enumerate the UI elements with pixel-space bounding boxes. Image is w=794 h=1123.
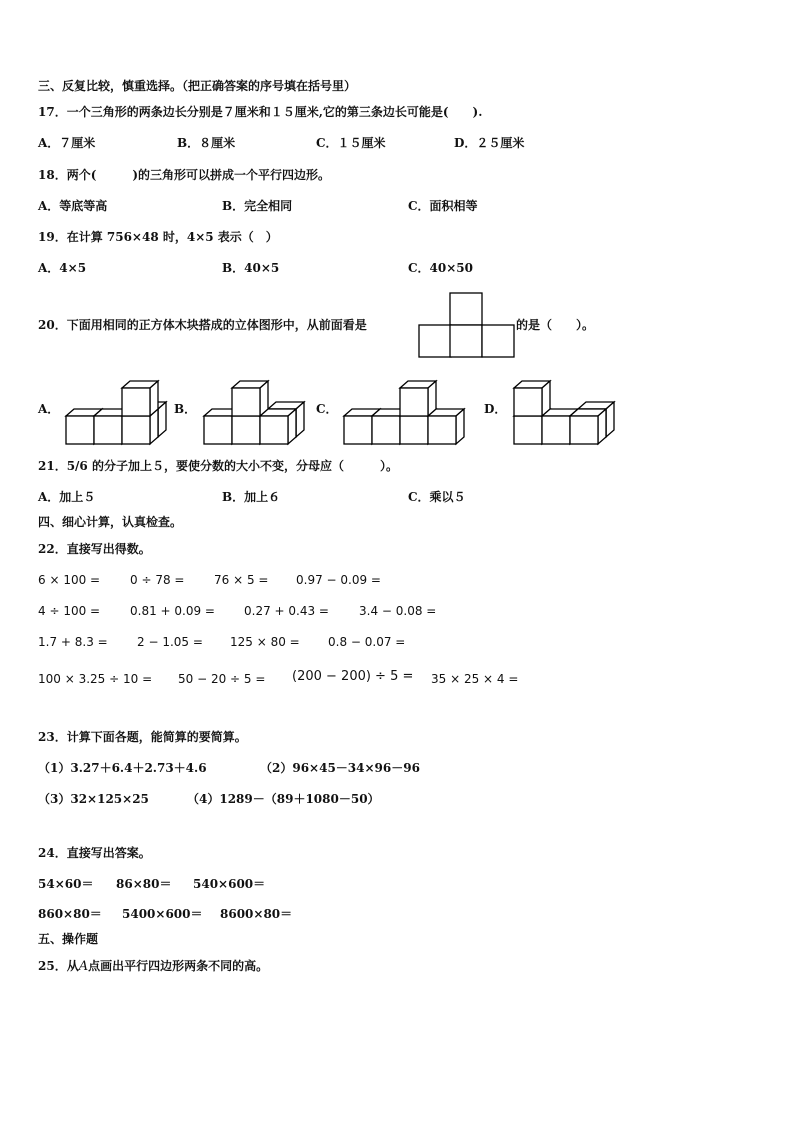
q17-option-b: B．８厘米: [177, 136, 236, 150]
cube-face: [514, 388, 542, 416]
cube-figure-b: [200, 366, 312, 448]
q18-option-a: A．等底等高: [38, 199, 108, 213]
q21-option-a: A．加上５: [38, 490, 96, 504]
cube-face: [260, 381, 268, 416]
q18-stem: 18．两个( )的三角形可以拼成一个平行四边形。: [38, 168, 331, 182]
cube-face: [122, 388, 150, 416]
cube-face: [372, 416, 400, 444]
cube-figure-d: [510, 366, 622, 448]
cube-face: [400, 388, 428, 416]
q25-stem: [38, 958, 268, 975]
q22-r3-c3: 125 × 80 =: [230, 635, 300, 649]
q22-stem: 22．直接写出得数。: [38, 542, 151, 556]
q23-item-3: （3）32×125×25: [38, 792, 149, 806]
q17-stem: 17．一个三角形的两条边长分别是７厘米和１５厘米,它的第三条边长可能是( ).: [38, 105, 483, 119]
q24-r2-c2: 5400×600＝: [122, 907, 203, 921]
q22-r1-c2: 0 ÷ 78 =: [130, 573, 185, 587]
q24-stem: 24．直接写出答案。: [38, 846, 151, 860]
q18-option-b: B．完全相同: [222, 199, 293, 213]
q19-option-b: B．40×5: [222, 261, 280, 275]
cube-figure-c: [340, 366, 470, 448]
q22-r1-c3: 76 × 5 =: [214, 573, 269, 587]
cube-face: [428, 416, 456, 444]
cube-face: [456, 409, 464, 444]
cube-face: [204, 416, 232, 444]
q21-option-c: C．乘以５: [408, 490, 466, 504]
q19-stem: 19．在计算 756×48 时，4×5 表示（ ）: [38, 230, 278, 244]
q24-r2-c1: 860×80＝: [38, 907, 102, 921]
q22-r4-c4: 35 × 25 × 4 =: [431, 672, 519, 686]
q22-r2-c1: 4 ÷ 100 =: [38, 604, 101, 618]
q20-stem-before: 20．下面用相同的正方体木块搭成的立体图形中，从前面看是: [38, 318, 367, 332]
section5-title: 五、操作题: [38, 932, 99, 946]
q22-r2-c3: 0.27 + 0.43 =: [244, 604, 329, 618]
q23-item-2: （2）96×45－34×96－96: [260, 761, 420, 775]
cube-face: [606, 402, 614, 437]
q25-stem-after: 点画出平行四边形两条不同的高。: [88, 959, 269, 973]
q24-r2-c3: 8600×80＝: [220, 907, 293, 921]
q20-option-b-label: B．: [174, 402, 197, 416]
section3-title: 三、反复比较，慎重选择。（把正确答案的序号填在括号里）: [38, 79, 357, 93]
q19-option-a: A．4×5: [38, 261, 87, 275]
q19-option-c: C．40×50: [408, 261, 474, 275]
q21-option-b: B．加上６: [222, 490, 281, 504]
cube-face: [122, 416, 150, 444]
q25-stem-before: 25．从: [38, 959, 79, 973]
cube-face: [514, 416, 542, 444]
q20-option-d-label: D．: [484, 402, 507, 416]
q17-option-a: A．７厘米: [38, 136, 96, 150]
q20-option-c-label: C．: [316, 402, 338, 416]
q22-r3-c1: 1.7 + 8.3 =: [38, 635, 108, 649]
q22-r1-c4: 0.97 − 0.09 =: [296, 573, 381, 587]
cube-face: [428, 381, 436, 416]
cube-face: [150, 381, 158, 416]
q22-r1-c1: 6 × 100 =: [38, 573, 101, 587]
q18-option-c: C．面积相等: [408, 199, 478, 213]
q22-r4-c1: 100 × 3.25 ÷ 10 =: [38, 672, 153, 686]
q24-r1-c1: 54×60＝: [38, 877, 94, 891]
cube-face: [598, 409, 606, 444]
cube-face: [158, 402, 166, 437]
front-view-figure: [418, 292, 516, 358]
q17-option-d: D．２５厘米: [454, 136, 525, 150]
q23-stem: 23．计算下面各题，能简算的要简算。: [38, 730, 247, 744]
q23-item-1: （1）3.27＋6.4＋2.73＋4.6: [38, 761, 207, 775]
q22-r3-c2: 2 − 1.05 =: [137, 635, 203, 649]
cube-face: [232, 388, 260, 416]
cube-face: [344, 416, 372, 444]
q20-stem-after: 的是（ ）。: [516, 318, 595, 332]
q22-r4-c3: (200 − 200) ÷ 5 =: [292, 669, 414, 684]
q25-point-label: A: [78, 959, 89, 974]
q17-option-c: C．１５厘米: [316, 136, 386, 150]
q21-stem: 21．5/6 的分子加上５，要使分数的大小不变，分母应（ ）。: [38, 459, 398, 473]
cube-face: [66, 416, 94, 444]
cube-face: [542, 416, 570, 444]
cube-face: [296, 402, 304, 437]
cube-face: [400, 416, 428, 444]
section4-title: 四、细心计算，认真检查。: [38, 515, 183, 529]
cube-face: [232, 416, 260, 444]
cube-face: [570, 416, 598, 444]
q22-r4-c2: 50 − 20 ÷ 5 =: [178, 672, 266, 686]
cube-face: [288, 409, 296, 444]
q20-option-a-label: A．: [38, 402, 60, 416]
cube-face: [542, 381, 550, 416]
q22-r3-c4: 0.8 − 0.07 =: [328, 635, 406, 649]
q24-r1-c3: 540×600＝: [193, 877, 266, 891]
cube-face: [260, 416, 288, 444]
cube-face: [94, 416, 122, 444]
cube-figure-a: [62, 366, 172, 448]
q23-item-4: （4）1289－（89＋1080－50）: [187, 792, 380, 806]
q22-r2-c2: 0.81 + 0.09 =: [130, 604, 215, 618]
q24-r1-c2: 86×80＝: [116, 877, 172, 891]
q22-r2-c4: 3.4 − 0.08 =: [359, 604, 437, 618]
